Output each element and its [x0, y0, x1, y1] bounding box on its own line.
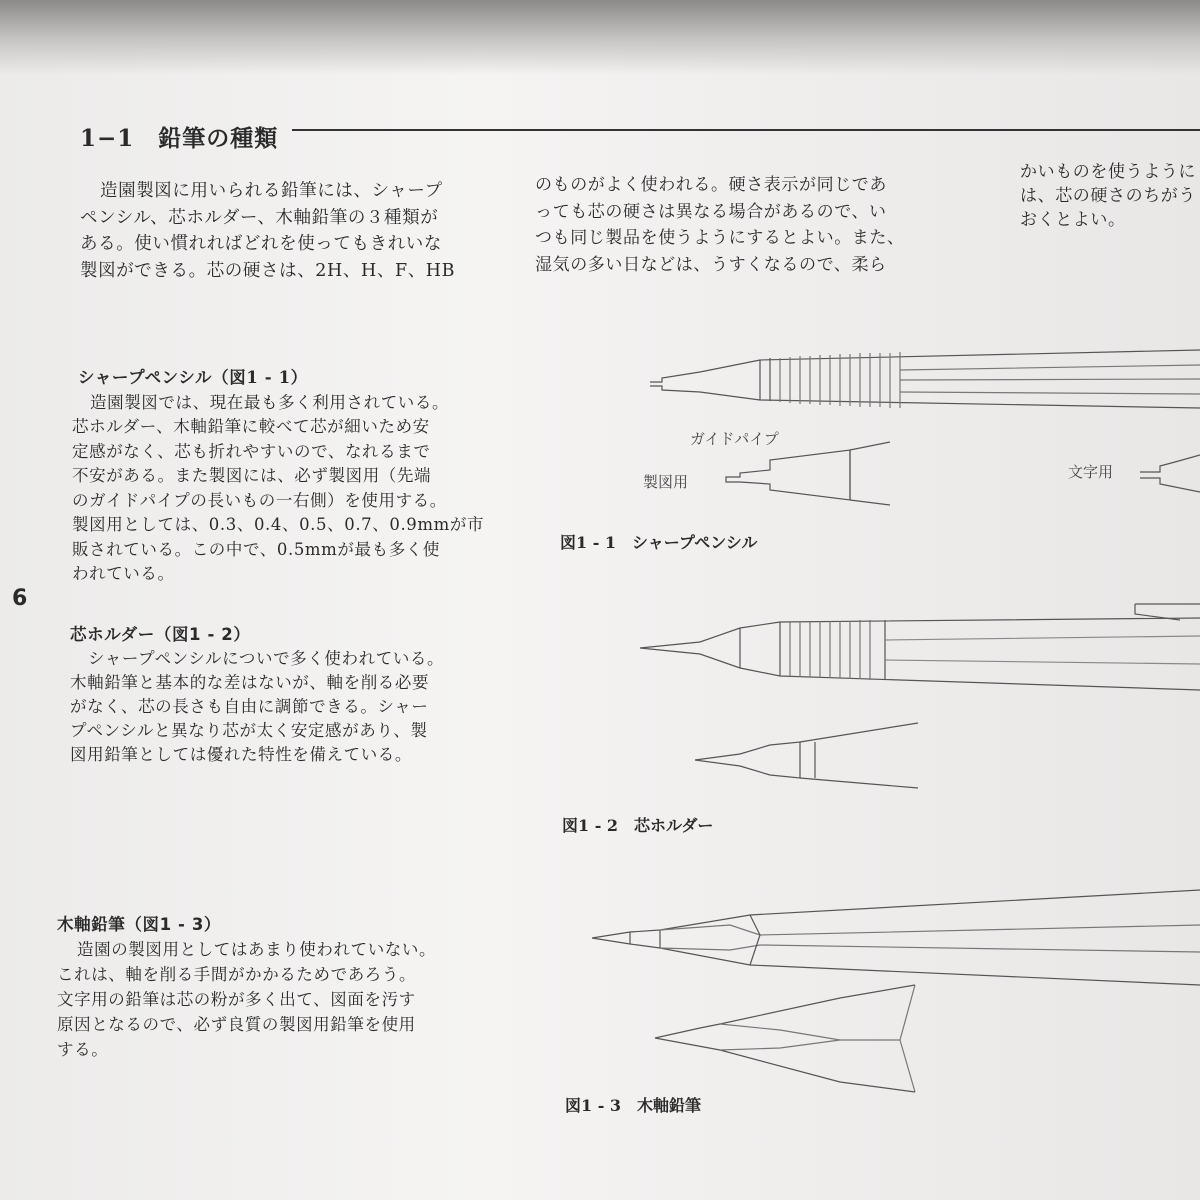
text-line: 製図ができる。芯の硬さは、2H、H、F、HB [80, 260, 456, 281]
text-line: 販されている。この中で、0.5mmが最も多く使 [72, 539, 441, 559]
guide-pipe-label: ガイドパイプ [690, 430, 779, 448]
text-line: ある。使い慣れればどれを使ってもきれいな [80, 234, 442, 254]
section-heading: 芯ホルダー（図1 - 2） [70, 625, 251, 644]
text-line: 不安がある。また製図には、必ず製図用（先端 [72, 466, 432, 485]
figure-1-1-caption: 図1 - 1 シャープペンシル [560, 533, 758, 552]
text-line: は、芯の硬さのちがう [1020, 186, 1196, 206]
text-line: 原因となるので、必ず良質の製図用鉛筆を使用 [57, 1015, 416, 1034]
text-line: 湿気の多い日などは、うすくなるので、柔ら [535, 254, 887, 275]
text-line: 製図用としては、0.3、0.4、0.5、0.7、0.9mmが市 [72, 515, 485, 534]
section-heading: シャープペンシル（図1 - 1） [78, 368, 308, 387]
text-line: 造園製図では、現在最も多く利用されている。 [90, 392, 450, 412]
text-line: 造園製図に用いられる鉛筆には、シャープ [100, 181, 443, 201]
text-line: ペンシル、芯ホルダー、木軸鉛筆の３種類が [80, 207, 439, 228]
text-line: つも同じ製品を使うようにするとよい。また、 [535, 228, 905, 248]
text-line: プペンシルと異なり芯が太く安定感があり、製 [70, 721, 428, 740]
text-line: 図用鉛筆としては優れた特性を備えている。 [70, 745, 412, 764]
text-line: われている。 [72, 564, 175, 583]
page-number: 6 [12, 586, 28, 611]
lettering-tip-drawing [1140, 455, 1200, 492]
text-line: かいものを使うように [1020, 162, 1196, 182]
wood-pencil-tip-drawing [655, 985, 915, 1092]
text-line: 造園の製図用としてはあまり使われていない。 [77, 940, 437, 959]
text-line: のガイドパイプの長いもの一右側）を使用する。 [72, 490, 447, 510]
drafting-label: 製図用 [643, 473, 689, 491]
mechanical-pencil-drawing [650, 350, 1200, 408]
text-line: がなく、芯の長さも自由に調節できる。シャー [70, 697, 429, 716]
text-line: 定感がなく、芯も折れやすいので、なれるまで [72, 441, 431, 461]
text-line: っても芯の硬さは異なる場合があるので、い [535, 201, 887, 222]
lettering-label: 文字用 [1068, 463, 1114, 481]
text-line: おくとよい。 [1020, 210, 1126, 230]
lead-holder-drawing [640, 604, 1200, 690]
wood-pencil-drawing [592, 890, 1200, 985]
text-line: シャープペンシルについで多く使われている。 [88, 649, 445, 668]
text-line: のものがよく使われる。硬さ表示が同じであ [535, 175, 887, 195]
text-line: する。 [57, 1040, 109, 1059]
text-line: 芯ホルダー、木軸鉛筆に較べて芯が細いため安 [72, 417, 430, 436]
text-line: これは、軸を削る手間がかかるためであろう。 [57, 965, 417, 984]
figure-1-3-caption: 図1 - 3 木軸鉛筆 [565, 1096, 702, 1115]
text-line: 文字用の鉛筆は芯の粉が多く出て、図面を汚す [57, 990, 416, 1009]
section-title: 1−1 鉛筆の種類 [80, 125, 279, 152]
section-heading: 木軸鉛筆（図1 - 3） [57, 915, 221, 934]
drafting-tip-drawing [726, 442, 890, 505]
lead-holder-tip-drawing [695, 723, 918, 788]
text-line: 木軸鉛筆と基本的な差はないが、軸を削る必要 [70, 673, 430, 692]
figure-1-2-caption: 図1 - 2 芯ホルダー [562, 816, 714, 835]
